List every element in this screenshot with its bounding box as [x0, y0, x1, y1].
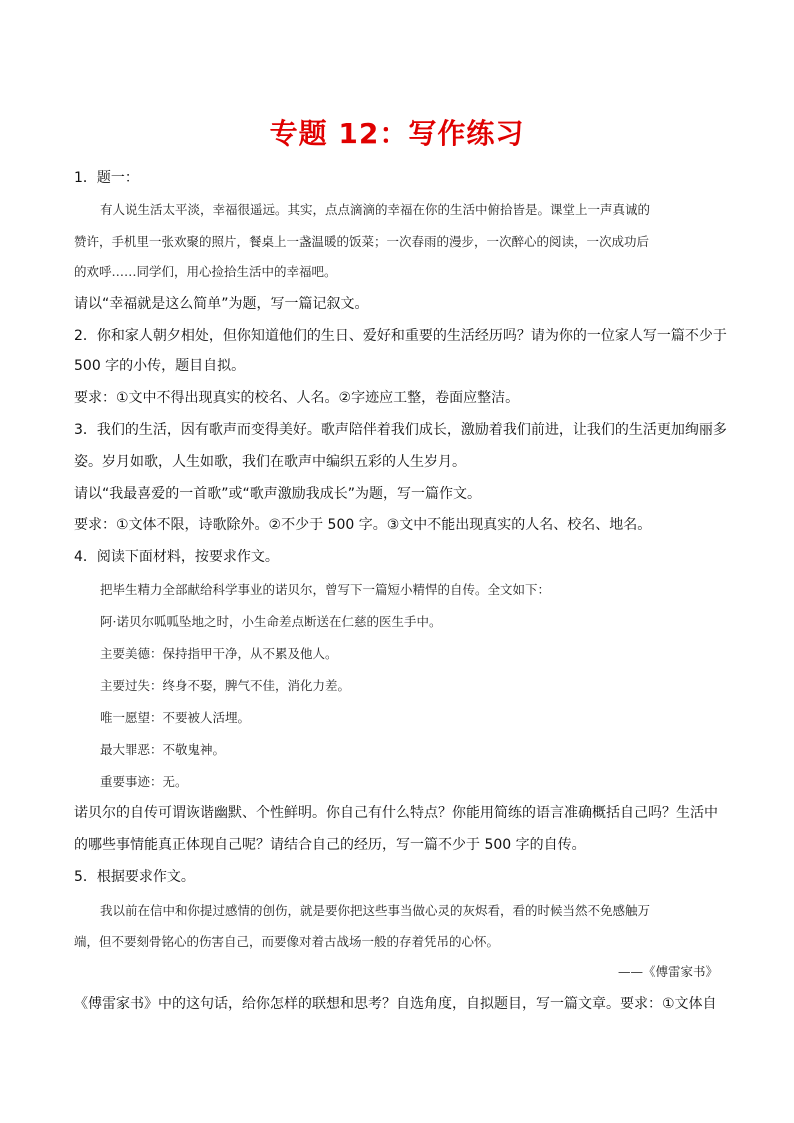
question-3-text: 姿。岁月如歌，人生如歌，我们在歌声中编织五彩的人生岁月。: [74, 454, 466, 470]
material-line: 主要美德：保持指甲干净，从不累及他人。: [100, 646, 338, 661]
material-line: 赞许，手机里一张欢聚的照片，餐桌上一盏温暖的饭菜；一次春雨的漫步，一次醉心的阅读，一次成功后: [74, 234, 650, 249]
question-4-prompt: 的哪些事情能真正体现自己呢？请结合自己的经历，写一篇不少于 500 字的自传。: [74, 837, 586, 853]
material-line: 有人说生活太平淡，幸福很遥远。其实，点点滴滴的幸福在你的生活中俯拾皆是。课堂上一声真诚的: [100, 202, 651, 217]
page-title: 专题 12：写作练习: [269, 117, 525, 150]
material-line: 把毕生精力全部献给科学事业的诺贝尔，曾写下一篇短小精悍的自传。全文如下：: [100, 582, 551, 597]
question-2-text: 500 字的小传，题目自拟。: [74, 358, 246, 374]
material-line: 重要事迹：无。: [100, 774, 188, 789]
question-2-requirements: 要求：①文中不得出现真实的校名、人名。②字迹应工整，卷面应整洁。: [74, 390, 520, 406]
material-line: 主要过失：终身不娶，脾气不佳，消化力差。: [100, 678, 351, 693]
question-5-prompt: 《傅雷家书》中的这句话，给你怎样的联想和思考？自选角度，自拟题目，写一篇文章。要求：①文体自: [74, 996, 717, 1012]
quote-source: ——《傅雷家书》: [617, 964, 718, 979]
question-1-prompt: 请以“幸福就是这么简单”为题，写一篇记叙文。: [74, 296, 369, 312]
material-line: 阿·诺贝尔呱呱坠地之时，小生命差点断送在仁慈的医生手中。: [100, 614, 442, 629]
question-3-prompt: 请以“我最喜爱的一首歌”或“歌声激励我成长”为题，写一篇作文。: [74, 486, 482, 502]
question-1-heading: 1．题一：: [74, 170, 139, 186]
question-5-heading: 5．根据要求作文。: [74, 869, 195, 885]
material-line: 端，但不要刻骨铭心的伤害自己，而要像对着古战场一般的存着凭吊的心怀。: [74, 934, 500, 949]
material-line: 我以前在信中和你提过感情的创伤，就是要你把这些事当做心灵的灰烬看，看的时候当然不免感触万: [100, 903, 651, 918]
material-line: 的欢呼……同学们，用心捡拾生活中的幸福吧。: [74, 264, 337, 279]
question-3-requirements: 要求：①文体不限，诗歌除外。②不少于 500 字。③文中不能出现真实的人名、校名、地名。: [74, 517, 652, 533]
question-2-text: 2．你和家人朝夕相处，但你知道他们的生日、爱好和重要的生活经历吗？请为你的一位家人写一篇不少于: [74, 328, 727, 344]
material-line: 最大罪恶：不敬鬼神。: [100, 742, 226, 757]
material-line: 唯一愿望：不要被人活埋。: [100, 710, 251, 725]
question-4-heading: 4．阅读下面材料，按要求作文。: [74, 549, 279, 565]
question-4-prompt: 诺贝尔的自传可谓诙谐幽默、个性鲜明。你自己有什么特点？你能用简练的语言准确概括自己吗？生活中: [74, 805, 718, 821]
question-3-text: 3．我们的生活，因有歌声而变得美好。歌声陪伴着我们成长，激励着我们前进，让我们的生活更加绚丽多: [74, 422, 727, 438]
